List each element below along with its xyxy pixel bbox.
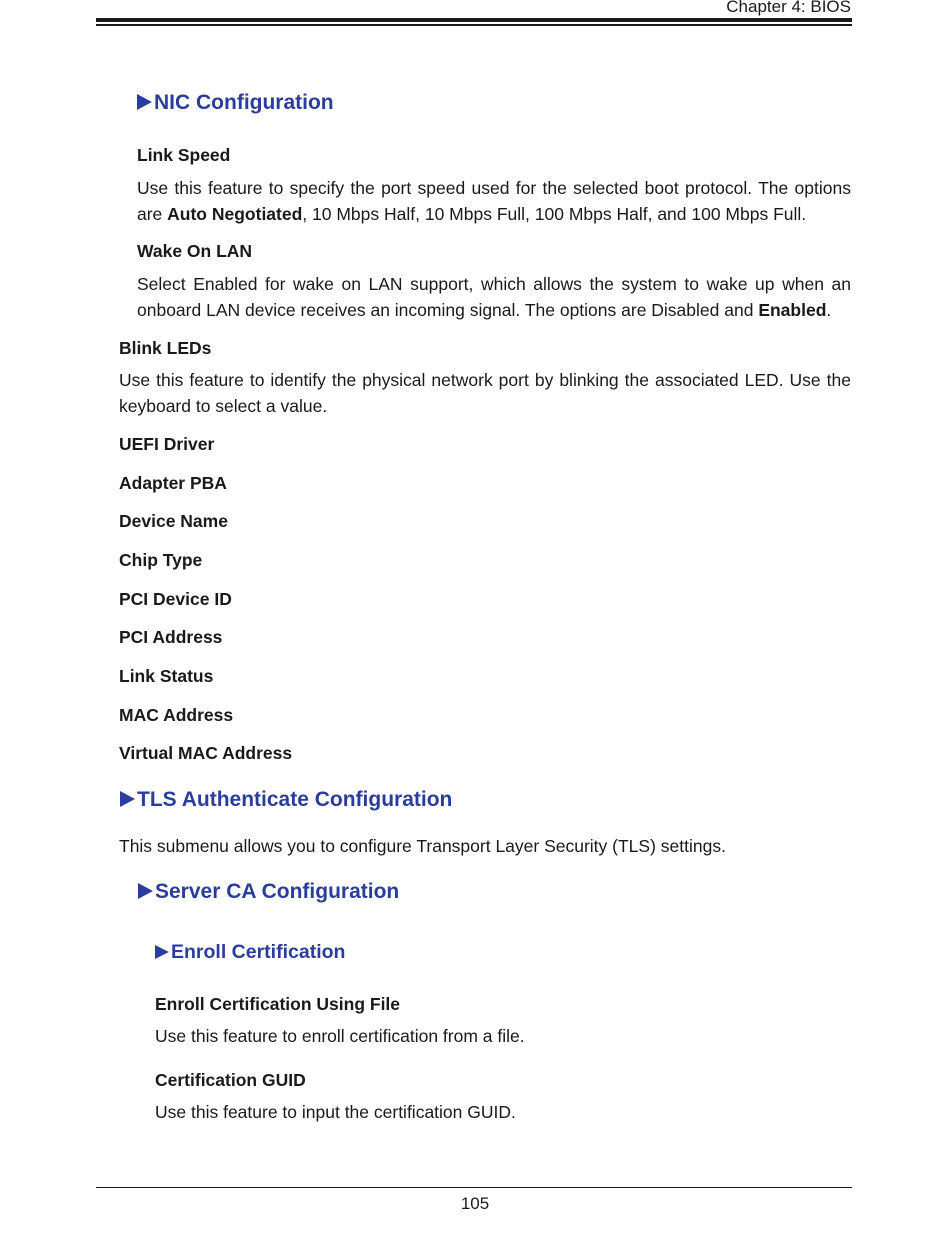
- adapter-pba-label: Adapter PBA: [119, 473, 227, 493]
- uefi-driver-label: UEFI Driver: [119, 434, 215, 454]
- wake-on-lan-label: Wake On LAN: [137, 241, 253, 261]
- enroll-using-file-description: Use this feature to enroll certification from a file.: [155, 1026, 525, 1046]
- pci-address-label: PCI Address: [119, 627, 223, 647]
- virtual-mac-address-label: Virtual MAC Address: [119, 743, 293, 763]
- triangle-bullet-icon: [155, 945, 169, 959]
- wake-on-lan-text-2: .: [826, 300, 832, 320]
- wake-on-lan-text-1: Select Enabled for wake on LAN support, which allows the system to wake up when an onboard LAN device receives an incoming signal. The options are Disabled and: [137, 274, 851, 320]
- enroll-certification-heading: [155, 941, 345, 964]
- link-speed-description: [137, 175, 851, 227]
- page-number: 105: [460, 1194, 490, 1213]
- certification-guid-label: Certification GUID: [155, 1070, 306, 1090]
- tls-description: This submenu allows you to configure Transport Layer Security (TLS) settings.: [119, 836, 726, 856]
- certification-guid-description: Use this feature to input the certification GUID.: [155, 1102, 516, 1122]
- blink-leds-description: Use this feature to identify the physical network port by blinking the associated LED. Use the keyboard to select a value.: [119, 370, 851, 416]
- triangle-bullet-icon: [137, 94, 152, 110]
- tls-authenticate-heading: [120, 788, 452, 812]
- mac-address-label: MAC Address: [119, 705, 234, 725]
- link-speed-text-1: Use this feature to specify the port speed used for the selected boot protocol. The options are: [137, 178, 851, 224]
- chip-type-label: Chip Type: [119, 550, 203, 570]
- device-name-label: Device Name: [119, 511, 228, 531]
- tls-authenticate-title: TLS Authenticate Configuration: [137, 788, 453, 811]
- enroll-using-file-label: Enroll Certification Using File: [155, 994, 401, 1014]
- link-speed-label: Link Speed: [137, 145, 231, 165]
- nic-configuration-heading: [137, 91, 334, 115]
- nic-configuration-title: NIC Configuration: [154, 91, 334, 114]
- link-speed-default: Auto Negotiated: [167, 204, 303, 224]
- wake-on-lan-description: [137, 271, 851, 323]
- server-ca-title: Server CA Configuration: [155, 880, 400, 903]
- blink-leds-label: Blink LEDs: [119, 338, 212, 358]
- triangle-bullet-icon: [120, 791, 135, 807]
- enroll-certification-title: Enroll Certification: [171, 941, 346, 963]
- server-ca-heading: [138, 880, 399, 904]
- wake-on-lan-default: Enabled: [758, 300, 827, 320]
- pci-device-id-label: PCI Device ID: [119, 589, 232, 609]
- chapter-title: Chapter 4: BIOS: [726, 0, 851, 16]
- triangle-bullet-icon: [138, 883, 153, 899]
- footer-rule: [96, 1187, 852, 1188]
- link-status-label: Link Status: [119, 666, 214, 686]
- header-rule-thin: [96, 24, 852, 26]
- header-rule-thick: [96, 18, 852, 22]
- link-speed-text-2: , 10 Mbps Half, 10 Mbps Full, 100 Mbps Half, and 100 Mbps Full.: [302, 204, 807, 224]
